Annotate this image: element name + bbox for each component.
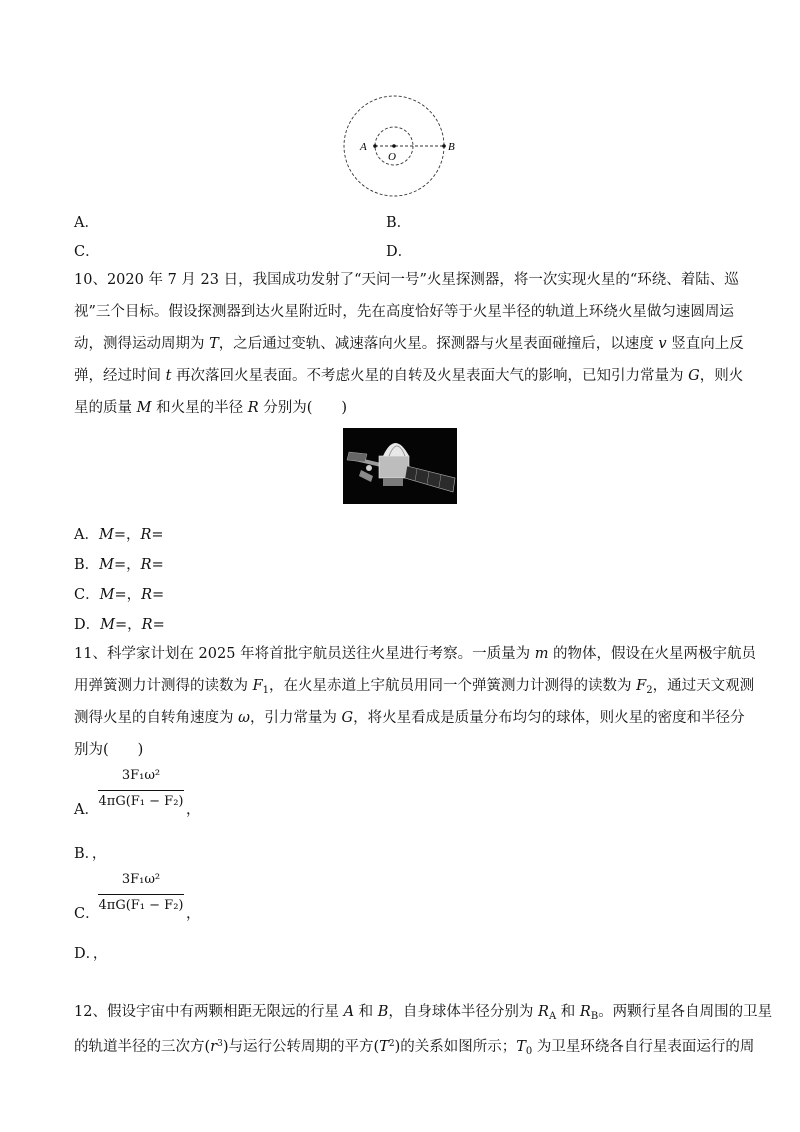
q9-option-c[interactable]: C． xyxy=(74,244,100,260)
q10-line-3: 动，测得运动周期为 T，之后通过变轨、减速落向火星。探测器与火星表面碰撞后，以速度 v 竖直向上反 xyxy=(74,336,744,352)
q9-option-d[interactable]: D． xyxy=(386,244,413,260)
point-b-label: B xyxy=(448,141,455,153)
q11-line-1: 11、科学家计划在 2025 年将首批宇航员送往火星进行考察。一质量为 m 的物体，假设在火星两极宇航员 xyxy=(74,646,757,662)
q11-option-b[interactable]: B．， xyxy=(74,846,107,862)
point-o-label: O xyxy=(388,151,396,163)
q11-option-c-fraction xyxy=(98,872,184,920)
q11-option-c-tail: ， xyxy=(186,906,201,922)
q11-option-a[interactable]: A． xyxy=(74,802,99,818)
fraction-denominator: 4πG(F₁ − F₂) xyxy=(98,794,184,809)
point-a-dot xyxy=(373,144,377,148)
fraction-bar xyxy=(98,790,184,791)
q11-option-c[interactable]: C． xyxy=(74,906,100,922)
fraction-numerator: 3F₁ω² xyxy=(121,872,161,887)
q10-option-a[interactable]: A．M=，R= xyxy=(74,527,164,543)
q10-line-2: 视”三个目标。假设探测器到达火星附近时，先在高度恰好等于火星半径的轨道上环绕火星做匀速圆周运 xyxy=(74,304,734,320)
q9-option-a[interactable]: A． xyxy=(74,215,99,231)
fraction-denominator: 4πG(F₁ − F₂) xyxy=(98,898,184,913)
q11-option-d[interactable]: D．， xyxy=(74,946,108,962)
q10-option-d[interactable]: D．M=，R= xyxy=(74,617,165,633)
q11-option-a-tail: ， xyxy=(186,802,201,818)
point-b-dot xyxy=(442,144,446,148)
point-o-dot xyxy=(392,144,396,148)
q12-line-2: 的轨道半径的三次方$(r^3)$与运行公转周期的平方$(T^2)$的关系如图所示；$T_0$ 为卫星环绕各自行星表面运行的周 xyxy=(74,1039,755,1057)
q9-option-b[interactable]: B． xyxy=(386,215,412,231)
q10-line-5: 星的质量 M 和火星的半径 R 分别为( ) xyxy=(74,400,348,416)
q10-option-c[interactable]: C．M=，R= xyxy=(74,587,165,603)
q10-line-4: 弹，经过时间 t 再次落回火星表面。不考虑火星的自转及火星表面大气的影响，已知引力常量为 G，则火 xyxy=(74,368,744,384)
mars-probe-image xyxy=(343,428,457,504)
fraction-numerator: 3F₁ω² xyxy=(121,768,161,783)
q11-line-3: 测得火星的自转角速度为 ω，引力常量为 G，将火星看成是质量分布均匀的球体，则火星的密度和半径分 xyxy=(74,710,745,726)
q10-option-b[interactable]: B．M=，R= xyxy=(74,557,164,573)
q10-line-1: 10、2020 年 7 月 23 日，我国成功发射了“天问一号”火星探测器，将一次实现火星的“环绕、着陆、巡 xyxy=(74,272,739,288)
q12-line-1: 12、假设宇宙中有两颗相距无限远的行星 A 和 B，自身球体半径分别为 $R_A$ 和 $R_B$。两颗行星各自周围的卫星 xyxy=(74,1004,773,1022)
fraction-bar xyxy=(98,894,184,895)
point-a-label: A xyxy=(360,141,367,153)
concentric-circles-diagram xyxy=(340,92,470,200)
q11-line-4: 别为( ) xyxy=(74,742,144,758)
q11-option-a-fraction xyxy=(98,768,184,816)
q11-line-2: 用弹簧测力计测得的读数为 $F_1$，在火星赤道上宇航员用同一个弹簧测力计测得的读数为 $F_2$，通过天文观测 xyxy=(74,678,755,696)
